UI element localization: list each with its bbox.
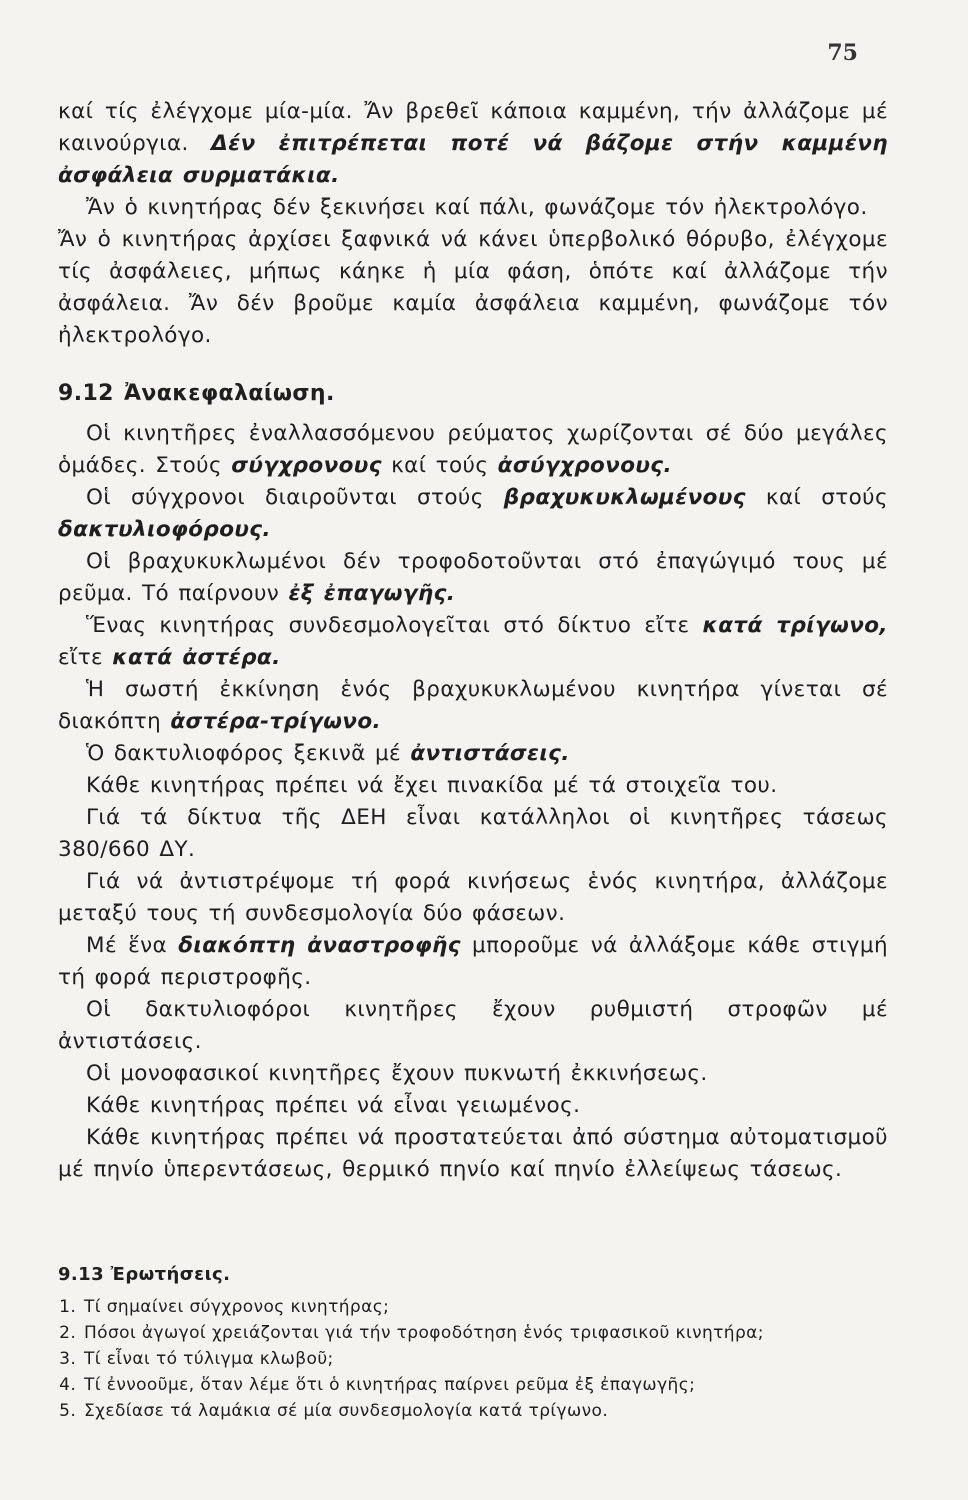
text: Μέ ἕνα	[86, 933, 179, 958]
paragraph: Ἄν ὁ κινητήρας ἀρχίσει ξαφνικά νά κάνει ὑπερβολικό θόρυβο, ἐλέγχομε τίς ἀσφάλειες, μήπως κάηκε ἡ μία φάση, ὁπότε καί ἀλλάζομε τήν ἀσφάλεια. Ἄν δέν βροῦμε καμία ἀσφάλεια καμμένη, φωνάζομε τόν ἠλεκτρολόγο.	[58, 227, 888, 348]
summary-paragraph	[58, 610, 888, 674]
summary-paragraph	[58, 674, 888, 738]
emphasis-warning: Δέν ἐπιτρέπεται ποτέ νά βάζομε στήν καμμένη ἀσφάλεια συρματάκια.	[58, 131, 888, 188]
intro-paragraph	[58, 96, 888, 192]
summary-paragraph: Γιά τά δίκτυα τῆς ΔΕΗ εἶναι κατάλληλοι οἱ κινητῆρες τάσεως 380/660 ΔΥ.	[58, 805, 888, 862]
text: Ὁ δακτυλιοφόρος ξεκινᾶ μέ	[86, 741, 411, 766]
summary-paragraph: Γιά νά ἀντιστρέψομε τή φορά κινήσεως ἑνός κινητήρα, ἀλλάζομε μεταξύ τους τή συνδεσμολογία δύο φάσεων.	[58, 869, 888, 926]
emphasis: δακτυλιοφόρους.	[58, 517, 271, 542]
text: Οἱ κινητῆρες ἐναλλασσόμενου ρεύματος χωρίζονται σέ δύο μεγάλες ὁμάδες. Στούς	[58, 421, 888, 478]
text: καί τούς	[381, 453, 498, 478]
summary-paragraph	[58, 930, 888, 994]
section-heading-questions: 9.13 Ἐρωτήσεις.	[58, 1264, 231, 1285]
summary-paragraph	[58, 482, 888, 546]
question-item: 2. Πόσοι ἀγωγοί χρειάζονται γιά τήν τροφοδότηση ἑνός τριφασικοῦ κινητήρα;	[82, 1320, 888, 1346]
emphasis: ἀσύγχρονους.	[497, 453, 673, 478]
paragraph: Ἄν ὁ κινητήρας δέν ξεκινήσει καί πάλι, φωνάζομε τόν ἠλεκτρολόγο.	[86, 195, 868, 220]
intro-text: καί τίς ἐλέγχομε μία-μία. Ἄν βρεθεῖ κάποια καμμένη, τήν ἀλλάζομε μέ καινούργια.	[58, 99, 888, 156]
summary-paragraph	[58, 738, 888, 770]
summary-paragraph	[58, 546, 888, 610]
section-heading-summary: 9.12 Ἀνακεφαλαίωση.	[58, 381, 335, 406]
questions-section	[58, 1262, 888, 1424]
question-item: 1. Τί σημαίνει σύγχρονος κινητήρας;	[82, 1294, 888, 1320]
summary-paragraph: Κάθε κινητήρας πρέπει νά εἶναι γειωμένος.	[86, 1093, 581, 1118]
summary-paragraph: Οἱ μονοφασικοί κινητῆρες ἔχουν πυκνωτή ἐκκινήσεως.	[86, 1061, 708, 1086]
body-text	[58, 96, 888, 1186]
page-number: 75	[827, 40, 858, 66]
emphasis: διακόπτη ἀναστροφῆς	[178, 933, 461, 958]
emphasis: ἀστέρα-τρίγωνο.	[170, 709, 382, 734]
text: Ἕνας κινητήρας συνδεσμολογεῖται στό δίκτυο εἴτε	[86, 613, 703, 638]
summary-paragraph	[58, 418, 888, 482]
question-item: 5. Σχεδίασε τά λαμάκια σέ μία συνδεσμολογία κατά τρίγωνο.	[82, 1398, 888, 1424]
emphasis: κατά τρίγωνο,	[702, 613, 888, 638]
emphasis: ἀντιστάσεις.	[410, 741, 570, 766]
emphasis: ἐξ ἐπαγωγῆς.	[288, 581, 456, 606]
text: Οἱ σύγχρονοι διαιροῦνται στούς	[86, 485, 504, 510]
summary-paragraph: Οἱ δακτυλιοφόροι κινητῆρες ἔχουν ρυθμιστή στροφῶν μέ ἀντιστάσεις.	[58, 997, 888, 1054]
summary-paragraph: Κάθε κινητήρας πρέπει νά προστατεύεται ἀπό σύστημα αὐτοματισμοῦ μέ πηνίο ὑπερεντάσεως, θερμικό πηνίο καί πηνίο ἐλλείψεως τάσεως.	[58, 1125, 888, 1182]
emphasis: σύγχρονους	[231, 453, 382, 478]
emphasis: βραχυκυκλωμένους	[503, 485, 746, 510]
summary-paragraph: Κάθε κινητήρας πρέπει νά ἔχει πινακίδα μέ τά στοιχεῖα του.	[86, 773, 778, 798]
question-item: 3. Τί εἶναι τό τύλιγμα κλωβοῦ;	[82, 1346, 888, 1372]
question-item: 4. Τί ἐννοοῦμε, ὅταν λέμε ὅτι ὁ κινητήρας παίρνει ρεῦμα ἐξ ἐπαγωγῆς;	[82, 1372, 888, 1398]
text: μποροῦμε νά ἀλλάξομε κάθε στιγμή τή φορά περιστροφῆς.	[58, 933, 889, 990]
text: καί στούς	[745, 485, 888, 510]
questions-list	[58, 1294, 888, 1424]
text: Οἱ βραχυκυκλωμένοι δέν τροφοδοτοῦνται στό ἐπαγώγιμό τους μέ ρεῦμα. Τό παίρνουν	[58, 549, 888, 606]
text: εἴτε	[58, 645, 113, 670]
text: Ἡ σωστή ἐκκίνηση ἑνός βραχυκυκλωμένου κινητήρα γίνεται σέ διακόπτη	[58, 677, 888, 734]
emphasis: κατά ἀστέρα.	[112, 645, 281, 670]
